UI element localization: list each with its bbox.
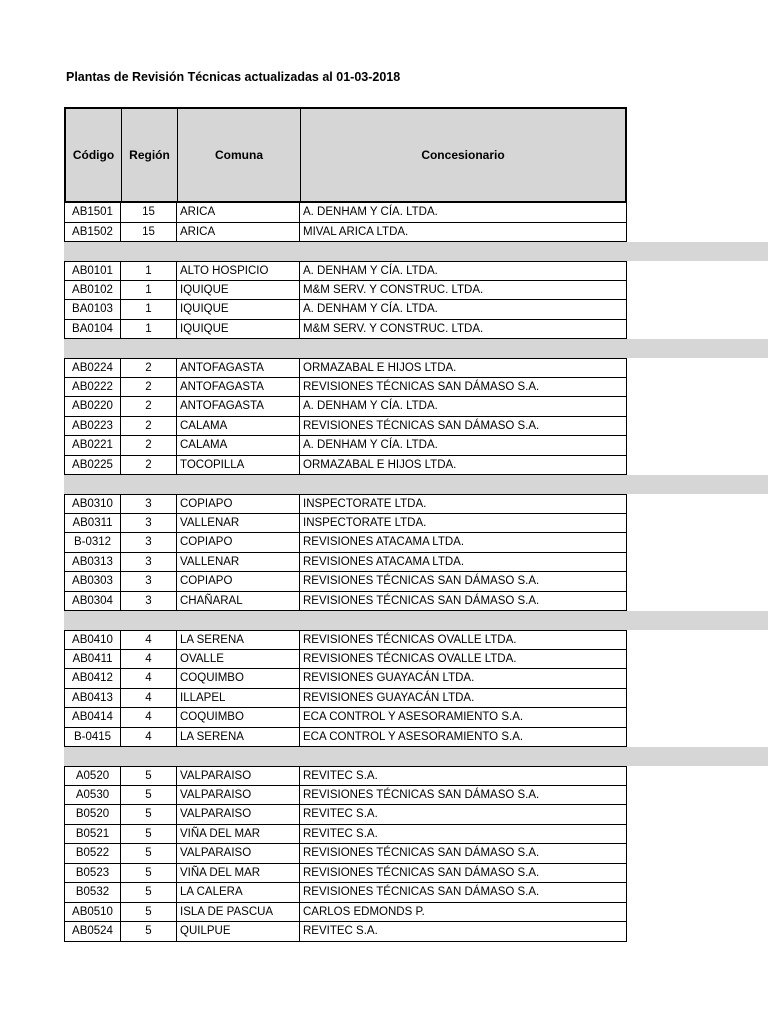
cell-concesionario: REVISIONES ATACAMA LTDA. [303, 536, 465, 548]
cell-comuna: VALPARAISO [177, 786, 300, 805]
table-row [64, 864, 627, 884]
cell-region: 1 [121, 262, 177, 280]
table-row [64, 650, 627, 670]
cell-region: 2 [121, 359, 177, 377]
cell-concesionario: REVISIONES TÉCNICAS SAN DÁMASO S.A. [303, 419, 540, 432]
cell-region: 5 [121, 844, 177, 863]
cell-region: 5 [121, 786, 177, 805]
cell-codigo: BA0104 [65, 320, 121, 339]
table-row [64, 281, 627, 301]
cell-region: 3 [121, 592, 177, 611]
cell-comuna: ILLAPEL [177, 689, 300, 708]
cell-comuna: CALAMA [177, 436, 300, 455]
table-row [64, 844, 627, 864]
table-row [64, 436, 627, 456]
table-row [64, 533, 627, 553]
cell-codigo: AB0101 [65, 262, 121, 280]
cell-concesionario: A. DENHAM Y CÍA. LTDA. [303, 206, 438, 218]
cell-concesionario: REVISIONES GUAYACÁN LTDA. [303, 691, 475, 704]
group-separator [64, 242, 768, 261]
cell-region: 15 [121, 223, 177, 242]
cell-region: 3 [121, 514, 177, 533]
table-row [64, 689, 627, 709]
cell-concesionario: ECA CONTROL Y ASESORAMIENTO S.A. [303, 730, 524, 743]
cell-comuna: ISLA DE PASCUA [177, 903, 300, 922]
table-row [64, 708, 627, 728]
page-title: Plantas de Revisión Técnicas actualizadas al 01-03-2018 [66, 70, 401, 84]
cell-region: 5 [121, 825, 177, 844]
cell-region: 4 [121, 689, 177, 708]
table-row [64, 805, 627, 825]
cell-comuna: ANTOFAGASTA [177, 378, 300, 397]
table-header [64, 107, 627, 203]
cell-region: 1 [121, 281, 177, 300]
cell-codigo: AB0410 [65, 631, 121, 649]
cell-comuna: VIÑA DEL MAR [177, 864, 300, 883]
cell-comuna: ANTOFAGASTA [177, 359, 300, 377]
cell-concesionario: REVISIONES TÉCNICAS SAN DÁMASO S.A. [303, 575, 540, 587]
cell-region: 5 [121, 922, 177, 941]
table-row [64, 494, 627, 514]
table-row [64, 592, 627, 612]
cell-region: 1 [121, 320, 177, 339]
table-row [64, 223, 627, 243]
table-row [64, 320, 627, 340]
cell-codigo: AB0102 [65, 281, 121, 300]
cell-concesionario: REVISIONES TÉCNICAS SAN DÁMASO S.A. [303, 886, 540, 898]
cell-region: 4 [121, 708, 177, 727]
cell-region: 5 [121, 767, 177, 785]
table-row [64, 922, 627, 942]
table-row [64, 203, 627, 223]
cell-region: 2 [121, 417, 177, 436]
table-row [64, 630, 627, 650]
cell-concesionario: REVITEC S.A. [303, 925, 378, 937]
cell-codigo: AB0411 [65, 650, 121, 669]
table-row [64, 261, 627, 281]
table-row [64, 300, 627, 320]
cell-region: 15 [121, 203, 177, 222]
cell-codigo: B0522 [65, 844, 121, 863]
cell-codigo: A0520 [65, 767, 121, 785]
cell-concesionario: M&M SERV. Y CONSTRUC. LTDA. [303, 322, 484, 335]
cell-region: 3 [121, 572, 177, 591]
cell-concesionario: INSPECTORATE LTDA. [303, 516, 427, 529]
cell-comuna: VALLENAR [177, 553, 300, 572]
cell-region: 5 [121, 864, 177, 883]
cell-region: 1 [121, 300, 177, 319]
cell-concesionario: A. DENHAM Y CÍA. LTDA. [303, 265, 438, 277]
table-row [64, 456, 627, 476]
table-row [64, 825, 627, 845]
table-row [64, 397, 627, 417]
cell-concesionario: ORMAZABAL E HIJOS LTDA. [303, 362, 457, 374]
cell-concesionario: REVISIONES ATACAMA LTDA. [303, 555, 465, 568]
cell-comuna: QUILPUE [177, 922, 300, 941]
table-row [64, 553, 627, 573]
cell-region: 4 [121, 650, 177, 669]
cell-concesionario: REVISIONES TÉCNICAS SAN DÁMASO S.A. [303, 847, 540, 859]
cell-codigo: B0521 [65, 825, 121, 844]
table-row [64, 883, 627, 903]
cell-comuna: VALLENAR [177, 514, 300, 533]
cell-comuna: IQUIQUE [177, 281, 300, 300]
cell-comuna: COPIAPO [177, 495, 300, 513]
cell-comuna: COQUIMBO [177, 708, 300, 727]
table-row [64, 358, 627, 378]
cell-concesionario: A. DENHAM Y CÍA. LTDA. [303, 439, 438, 451]
cell-concesionario: A. DENHAM Y CÍA. LTDA. [303, 400, 438, 412]
cell-codigo: AB0524 [65, 922, 121, 941]
cell-concesionario: REVISIONES TÉCNICAS SAN DÁMASO S.A. [303, 788, 540, 801]
cell-region: 3 [121, 495, 177, 513]
cell-concesionario: CARLOS EDMONDS P. [303, 905, 425, 918]
table-row [64, 378, 627, 398]
cell-comuna: ARICA [177, 223, 300, 242]
cell-comuna: VALPARAISO [177, 805, 300, 824]
cell-concesionario: REVISIONES TÉCNICAS SAN DÁMASO S.A. [303, 380, 540, 393]
table-row [64, 786, 627, 806]
cell-codigo: AB0221 [65, 436, 121, 455]
cell-comuna: VIÑA DEL MAR [177, 825, 300, 844]
cell-region: 2 [121, 397, 177, 416]
cell-codigo: AB0510 [65, 903, 121, 922]
cell-comuna: TOCOPILLA [177, 456, 300, 475]
cell-comuna: CHAÑARAL [177, 592, 300, 611]
cell-codigo: B0520 [65, 805, 121, 824]
cell-codigo: AB0413 [65, 689, 121, 708]
cell-region: 3 [121, 533, 177, 552]
cell-concesionario: A. DENHAM Y CÍA. LTDA. [303, 303, 438, 315]
cell-region: 3 [121, 553, 177, 572]
cell-codigo: AB0311 [65, 514, 121, 533]
cell-concesionario: M&M SERV. Y CONSTRUC. LTDA. [303, 283, 484, 296]
cell-region: 5 [121, 805, 177, 824]
cell-concesionario: ORMAZABAL E HIJOS LTDA. [303, 458, 457, 471]
cell-region: 5 [121, 883, 177, 902]
cell-codigo: AB0303 [65, 572, 121, 591]
cell-comuna: VALPARAISO [177, 844, 300, 863]
cell-comuna: VALPARAISO [177, 767, 300, 785]
cell-codigo: AB0304 [65, 592, 121, 611]
cell-region: 2 [121, 456, 177, 475]
cell-concesionario: REVITEC S.A. [303, 770, 378, 782]
cell-codigo: AB0224 [65, 359, 121, 377]
header-region: Región [122, 109, 178, 201]
cell-comuna: ANTOFAGASTA [177, 397, 300, 416]
cell-region: 4 [121, 631, 177, 649]
cell-comuna: LA CALERA [177, 883, 300, 902]
cell-region: 5 [121, 903, 177, 922]
cell-region: 2 [121, 378, 177, 397]
header-codigo: Código [66, 109, 122, 201]
header-concesionario: Concesionario [421, 148, 505, 162]
cell-codigo: AB0220 [65, 397, 121, 416]
cell-concesionario: REVITEC S.A. [303, 808, 378, 820]
cell-concesionario: REVISIONES GUAYACÁN LTDA. [303, 672, 475, 684]
cell-comuna: ARICA [177, 203, 300, 222]
table-row [64, 572, 627, 592]
cell-codigo: AB1501 [65, 203, 121, 222]
cell-codigo: AB0310 [65, 495, 121, 513]
group-separator [64, 339, 768, 358]
cell-region: 4 [121, 728, 177, 747]
cell-codigo: AB0414 [65, 708, 121, 727]
table-row [64, 514, 627, 534]
cell-codigo: AB0313 [65, 553, 121, 572]
cell-codigo: AB1502 [65, 223, 121, 242]
cell-concesionario: REVISIONES TÉCNICAS SAN DÁMASO S.A. [303, 866, 540, 879]
table-row [64, 417, 627, 437]
cell-comuna: LA SERENA [177, 728, 300, 747]
cell-codigo: AB0412 [65, 669, 121, 688]
cell-region: 2 [121, 436, 177, 455]
cell-comuna: LA SERENA [177, 631, 300, 649]
cell-codigo: AB0223 [65, 417, 121, 436]
cell-comuna: CALAMA [177, 417, 300, 436]
cell-codigo: B0523 [65, 864, 121, 883]
cell-concesionario: INSPECTORATE LTDA. [303, 498, 427, 510]
cell-concesionario: REVISIONES TÉCNICAS OVALLE LTDA. [303, 634, 517, 646]
cell-concesionario: ECA CONTROL Y ASESORAMIENTO S.A. [303, 711, 524, 723]
cell-codigo: B0532 [65, 883, 121, 902]
cell-comuna: COQUIMBO [177, 669, 300, 688]
table-row [64, 669, 627, 689]
cell-concesionario: REVISIONES TÉCNICAS OVALLE LTDA. [303, 652, 517, 665]
cell-concesionario: REVITEC S.A. [303, 827, 378, 840]
group-separator [64, 611, 768, 630]
table-row [64, 903, 627, 923]
cell-comuna: IQUIQUE [177, 320, 300, 339]
cell-codigo: A0530 [65, 786, 121, 805]
cell-codigo: AB0222 [65, 378, 121, 397]
cell-region: 4 [121, 669, 177, 688]
table-row [64, 728, 627, 748]
cell-comuna: OVALLE [177, 650, 300, 669]
header-comuna: Comuna [178, 109, 301, 201]
group-separator [64, 475, 768, 494]
group-separator [64, 747, 768, 766]
cell-codigo: AB0225 [65, 456, 121, 475]
cell-codigo: B-0312 [65, 533, 121, 552]
cell-codigo: B-0415 [65, 728, 121, 747]
cell-codigo: BA0103 [65, 300, 121, 319]
cell-concesionario: REVISIONES TÉCNICAS SAN DÁMASO S.A. [303, 594, 540, 607]
cell-comuna: ALTO HOSPICIO [177, 262, 300, 280]
cell-comuna: COPIAPO [177, 533, 300, 552]
cell-concesionario: MIVAL ARICA LTDA. [303, 225, 409, 238]
cell-comuna: IQUIQUE [177, 300, 300, 319]
table-row [64, 766, 627, 786]
cell-comuna: COPIAPO [177, 572, 300, 591]
